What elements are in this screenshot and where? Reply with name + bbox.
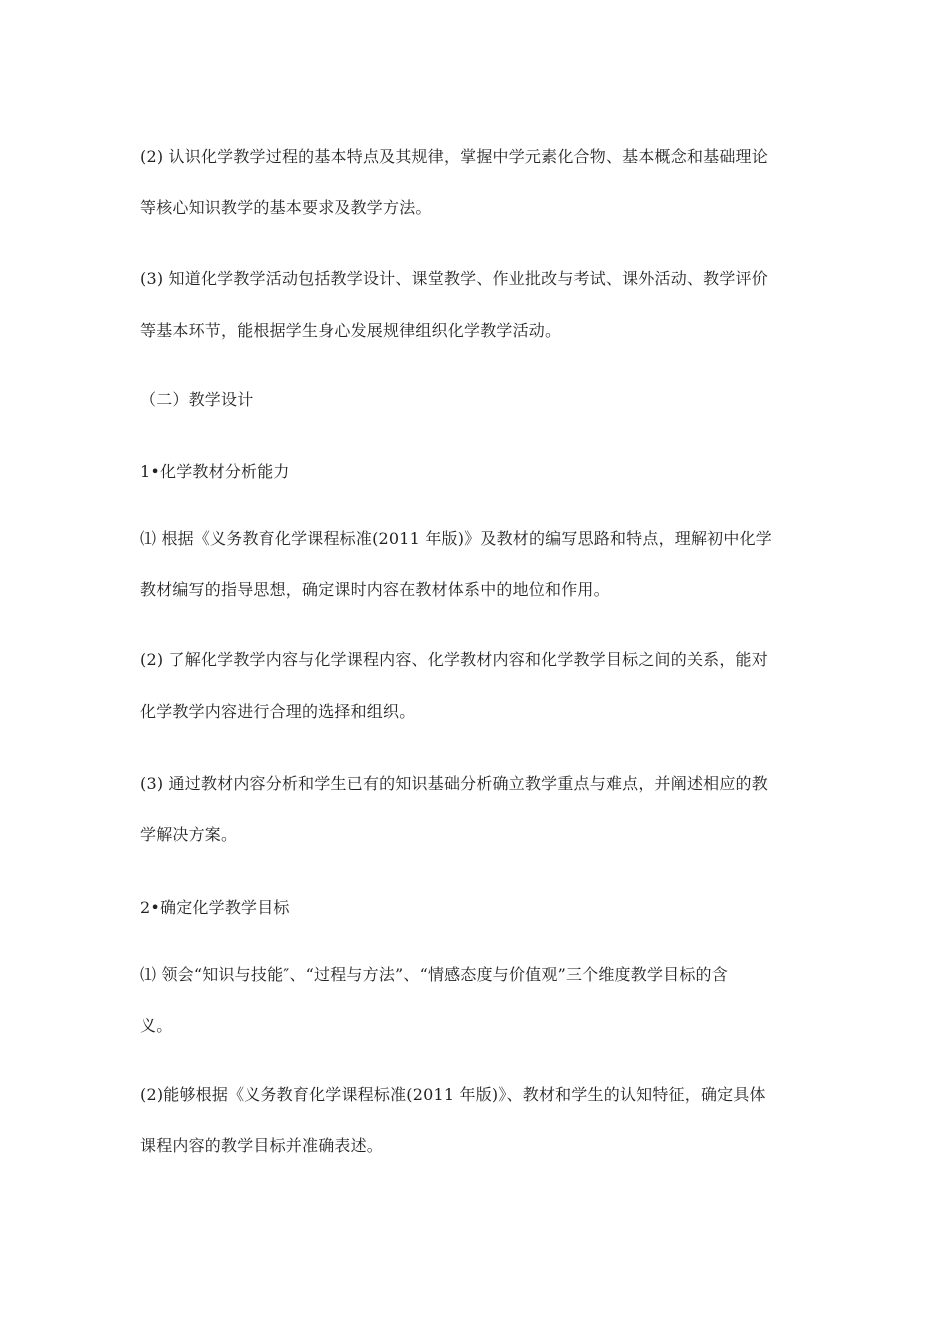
paragraph-line: (3) 通过教材内容分析和学生已有的知识基础分析确立教学重点与难点，并阐述相应的教	[140, 774, 768, 793]
paragraph-line: 化学教学内容进行合理的选择和组织。	[140, 702, 416, 721]
paragraph-line: 课程内容的教学目标并准确表述。	[140, 1136, 384, 1155]
paragraph-line: ⑴ 根据《义务教育化学课程标准(2011 年版)》及教材的编写思路和特点，理解初中化学	[140, 529, 772, 548]
paragraph-line: (2) 了解化学教学内容与化学课程内容、化学教材内容和化学教学目标之间的关系，能对	[140, 650, 768, 669]
subsection-heading: 2•确定化学教学目标	[140, 898, 290, 917]
paragraph-line: (2) 认识化学教学过程的基本特点及其规律，掌握中学元素化合物、基本概念和基础理论	[140, 147, 768, 166]
paragraph-line: 义。	[140, 1016, 173, 1035]
section-heading: （二）教学设计	[140, 390, 254, 409]
paragraph-line: 教材编写的指导思想，确定课时内容在教材体系中的地位和作用。	[140, 580, 610, 599]
paragraph-line: 等基本环节，能根据学生身心发展规律组织化学教学活动。	[140, 321, 562, 340]
paragraph-line: (3) 知道化学教学活动包括教学设计、课堂教学、作业批改与考试、课外活动、教学评价	[140, 269, 768, 288]
paragraph-line: (2)能够根据《义务教育化学课程标准(2011 年版)》、教材和学生的认知特征，确定具体	[140, 1085, 766, 1104]
subsection-heading: 1•化学教材分析能力	[140, 462, 290, 481]
paragraph-line: 学解决方案。	[140, 825, 238, 844]
paragraph-line: 等核心知识教学的基本要求及教学方法。	[140, 198, 432, 217]
paragraph-line: ⑴ 领会“知识与技能″、“过程与方法”、“情感态度与价值观”三个维度教学目标的含	[140, 965, 728, 984]
